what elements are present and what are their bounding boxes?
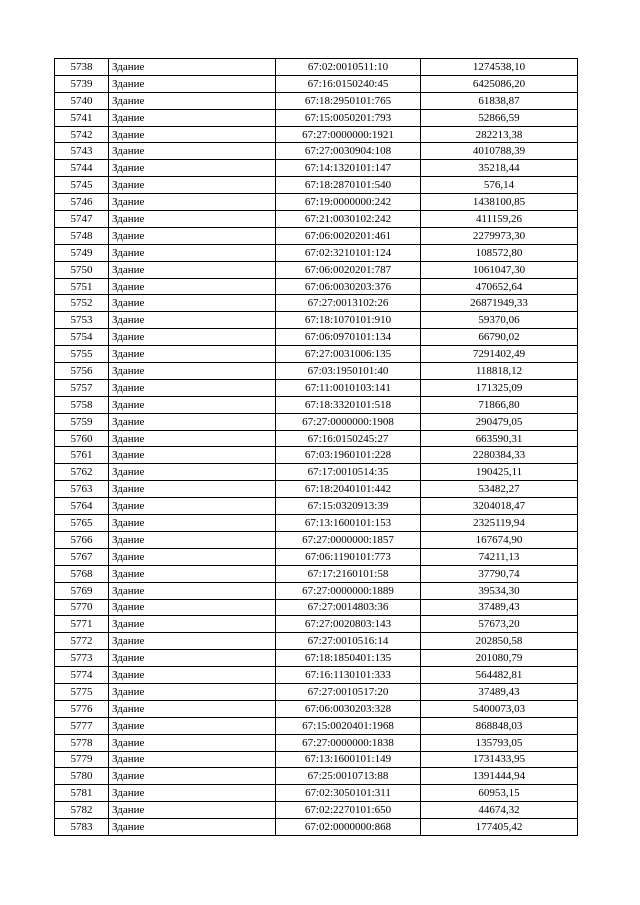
row-number-cell: 5777 bbox=[55, 717, 109, 734]
object-type-cell: Здание bbox=[109, 126, 276, 143]
cadastral-value-table bbox=[54, 58, 578, 836]
row-number-cell: 5782 bbox=[55, 802, 109, 819]
row-number-cell: 5760 bbox=[55, 430, 109, 447]
object-type-cell: Здание bbox=[109, 515, 276, 532]
row-number-cell: 5770 bbox=[55, 599, 109, 616]
cadastral-value-cell: 411159,26 bbox=[421, 211, 578, 228]
table-row bbox=[55, 531, 578, 548]
table-row bbox=[55, 717, 578, 734]
object-type-cell: Здание bbox=[109, 295, 276, 312]
cadastral-value-cell: 37790,74 bbox=[421, 565, 578, 582]
cadastral-value-cell: 4010788,39 bbox=[421, 143, 578, 160]
cadastral-value-cell: 282213,38 bbox=[421, 126, 578, 143]
object-type-cell: Здание bbox=[109, 261, 276, 278]
object-type-cell: Здание bbox=[109, 819, 276, 836]
cadastral-number-cell: 67:27:0000000:1921 bbox=[276, 126, 421, 143]
row-number-cell: 5738 bbox=[55, 59, 109, 76]
row-number-cell: 5774 bbox=[55, 667, 109, 684]
cadastral-number-cell: 67:03:1960101:228 bbox=[276, 447, 421, 464]
object-type-cell: Здание bbox=[109, 160, 276, 177]
table-row bbox=[55, 785, 578, 802]
row-number-cell: 5757 bbox=[55, 379, 109, 396]
cadastral-value-cell: 6425086,20 bbox=[421, 75, 578, 92]
table-row bbox=[55, 700, 578, 717]
cadastral-value-cell: 5400073,03 bbox=[421, 700, 578, 717]
row-number-cell: 5761 bbox=[55, 447, 109, 464]
cadastral-number-cell: 67:18:2040101:442 bbox=[276, 481, 421, 498]
row-number-cell: 5752 bbox=[55, 295, 109, 312]
cadastral-number-cell: 67:25:0010713:88 bbox=[276, 768, 421, 785]
table-row bbox=[55, 430, 578, 447]
cadastral-number-cell: 67:27:0014803:36 bbox=[276, 599, 421, 616]
cadastral-value-cell: 1731433,95 bbox=[421, 751, 578, 768]
row-number-cell: 5781 bbox=[55, 785, 109, 802]
table-row bbox=[55, 515, 578, 532]
table-row bbox=[55, 278, 578, 295]
object-type-cell: Здание bbox=[109, 650, 276, 667]
row-number-cell: 5763 bbox=[55, 481, 109, 498]
cadastral-number-cell: 67:15:0020401:1968 bbox=[276, 717, 421, 734]
object-type-cell: Здание bbox=[109, 802, 276, 819]
object-type-cell: Здание bbox=[109, 717, 276, 734]
object-type-cell: Здание bbox=[109, 143, 276, 160]
cadastral-number-cell: 67:15:0050201:793 bbox=[276, 109, 421, 126]
cadastral-number-cell: 67:16:0150240:45 bbox=[276, 75, 421, 92]
row-number-cell: 5764 bbox=[55, 498, 109, 515]
cadastral-number-cell: 67:16:1130101:333 bbox=[276, 667, 421, 684]
cadastral-value-cell: 60953,15 bbox=[421, 785, 578, 802]
object-type-cell: Здание bbox=[109, 481, 276, 498]
table-row bbox=[55, 177, 578, 194]
row-number-cell: 5772 bbox=[55, 633, 109, 650]
table-row bbox=[55, 413, 578, 430]
cadastral-number-cell: 67:27:0000000:1908 bbox=[276, 413, 421, 430]
row-number-cell: 5754 bbox=[55, 329, 109, 346]
table-row bbox=[55, 667, 578, 684]
cadastral-number-cell: 67:27:0020803:143 bbox=[276, 616, 421, 633]
cadastral-value-cell: 52866,59 bbox=[421, 109, 578, 126]
cadastral-value-cell: 201080,79 bbox=[421, 650, 578, 667]
cadastral-value-cell: 35218,44 bbox=[421, 160, 578, 177]
table-row bbox=[55, 548, 578, 565]
table-row bbox=[55, 329, 578, 346]
object-type-cell: Здание bbox=[109, 278, 276, 295]
cadastral-value-cell: 1391444,94 bbox=[421, 768, 578, 785]
cadastral-value-cell: 74211,13 bbox=[421, 548, 578, 565]
table-row bbox=[55, 312, 578, 329]
row-number-cell: 5749 bbox=[55, 244, 109, 261]
row-number-cell: 5748 bbox=[55, 227, 109, 244]
object-type-cell: Здание bbox=[109, 244, 276, 261]
cadastral-number-cell: 67:06:1190101:773 bbox=[276, 548, 421, 565]
object-type-cell: Здание bbox=[109, 498, 276, 515]
cadastral-number-cell: 67:06:0020201:787 bbox=[276, 261, 421, 278]
cadastral-number-cell: 67:27:0000000:1889 bbox=[276, 582, 421, 599]
table-row bbox=[55, 565, 578, 582]
row-number-cell: 5778 bbox=[55, 734, 109, 751]
cadastral-number-cell: 67:13:1600101:149 bbox=[276, 751, 421, 768]
table-row bbox=[55, 582, 578, 599]
cadastral-number-cell: 67:16:0150245:27 bbox=[276, 430, 421, 447]
cadastral-value-cell: 171325,09 bbox=[421, 379, 578, 396]
table-row bbox=[55, 734, 578, 751]
row-number-cell: 5743 bbox=[55, 143, 109, 160]
cadastral-value-cell: 1438100,85 bbox=[421, 194, 578, 211]
row-number-cell: 5745 bbox=[55, 177, 109, 194]
row-number-cell: 5776 bbox=[55, 700, 109, 717]
row-number-cell: 5783 bbox=[55, 819, 109, 836]
cadastral-value-cell: 37489,43 bbox=[421, 599, 578, 616]
object-type-cell: Здание bbox=[109, 751, 276, 768]
cadastral-number-cell: 67:03:1950101:40 bbox=[276, 363, 421, 380]
object-type-cell: Здание bbox=[109, 633, 276, 650]
cadastral-value-cell: 868848,03 bbox=[421, 717, 578, 734]
table-row bbox=[55, 819, 578, 836]
cadastral-value-cell: 57673,20 bbox=[421, 616, 578, 633]
cadastral-number-cell: 67:02:0000000:868 bbox=[276, 819, 421, 836]
cadastral-value-cell: 202850,58 bbox=[421, 633, 578, 650]
table-row bbox=[55, 379, 578, 396]
table-row bbox=[55, 683, 578, 700]
cadastral-value-cell: 44674,32 bbox=[421, 802, 578, 819]
cadastral-number-cell: 67:27:0013102:26 bbox=[276, 295, 421, 312]
cadastral-value-cell: 167674,90 bbox=[421, 531, 578, 548]
cadastral-number-cell: 67:06:0030203:328 bbox=[276, 700, 421, 717]
table-body bbox=[55, 59, 578, 836]
cadastral-number-cell: 67:17:2160101:58 bbox=[276, 565, 421, 582]
cadastral-number-cell: 67:02:0010511:10 bbox=[276, 59, 421, 76]
cadastral-number-cell: 67:02:3210101:124 bbox=[276, 244, 421, 261]
object-type-cell: Здание bbox=[109, 464, 276, 481]
table-row bbox=[55, 160, 578, 177]
cadastral-number-cell: 67:19:0000000:242 bbox=[276, 194, 421, 211]
row-number-cell: 5766 bbox=[55, 531, 109, 548]
object-type-cell: Здание bbox=[109, 194, 276, 211]
cadastral-number-cell: 67:27:0031006:135 bbox=[276, 346, 421, 363]
table-row bbox=[55, 599, 578, 616]
row-number-cell: 5780 bbox=[55, 768, 109, 785]
row-number-cell: 5747 bbox=[55, 211, 109, 228]
row-number-cell: 5753 bbox=[55, 312, 109, 329]
cadastral-number-cell: 67:27:0000000:1857 bbox=[276, 531, 421, 548]
object-type-cell: Здание bbox=[109, 599, 276, 616]
cadastral-value-cell: 61838,87 bbox=[421, 92, 578, 109]
cadastral-number-cell: 67:27:0030904:108 bbox=[276, 143, 421, 160]
cadastral-value-cell: 2280384,33 bbox=[421, 447, 578, 464]
table-row bbox=[55, 396, 578, 413]
table-row bbox=[55, 126, 578, 143]
row-number-cell: 5739 bbox=[55, 75, 109, 92]
cadastral-number-cell: 67:18:1850401:135 bbox=[276, 650, 421, 667]
object-type-cell: Здание bbox=[109, 582, 276, 599]
cadastral-number-cell: 67:18:2950101:765 bbox=[276, 92, 421, 109]
cadastral-number-cell: 67:17:0010514:35 bbox=[276, 464, 421, 481]
table-row bbox=[55, 464, 578, 481]
cadastral-value-cell: 177405,42 bbox=[421, 819, 578, 836]
object-type-cell: Здание bbox=[109, 734, 276, 751]
cadastral-value-cell: 470652,64 bbox=[421, 278, 578, 295]
object-type-cell: Здание bbox=[109, 227, 276, 244]
object-type-cell: Здание bbox=[109, 92, 276, 109]
cadastral-number-cell: 67:11:0010103:141 bbox=[276, 379, 421, 396]
object-type-cell: Здание bbox=[109, 531, 276, 548]
cadastral-number-cell: 67:27:0000000:1838 bbox=[276, 734, 421, 751]
object-type-cell: Здание bbox=[109, 548, 276, 565]
row-number-cell: 5751 bbox=[55, 278, 109, 295]
cadastral-value-cell: 290479,05 bbox=[421, 413, 578, 430]
cadastral-value-cell: 663590,31 bbox=[421, 430, 578, 447]
cadastral-value-cell: 190425,11 bbox=[421, 464, 578, 481]
object-type-cell: Здание bbox=[109, 329, 276, 346]
cadastral-number-cell: 67:06:0970101:134 bbox=[276, 329, 421, 346]
cadastral-value-cell: 576,14 bbox=[421, 177, 578, 194]
table-row bbox=[55, 227, 578, 244]
table-row bbox=[55, 768, 578, 785]
row-number-cell: 5768 bbox=[55, 565, 109, 582]
object-type-cell: Здание bbox=[109, 396, 276, 413]
cadastral-value-cell: 2325119,94 bbox=[421, 515, 578, 532]
row-number-cell: 5742 bbox=[55, 126, 109, 143]
cadastral-value-cell: 26871949,33 bbox=[421, 295, 578, 312]
table-row bbox=[55, 363, 578, 380]
cadastral-value-cell: 3204018,47 bbox=[421, 498, 578, 515]
row-number-cell: 5773 bbox=[55, 650, 109, 667]
row-number-cell: 5741 bbox=[55, 109, 109, 126]
table-row bbox=[55, 194, 578, 211]
row-number-cell: 5756 bbox=[55, 363, 109, 380]
cadastral-value-cell: 71866,80 bbox=[421, 396, 578, 413]
table-row bbox=[55, 211, 578, 228]
cadastral-number-cell: 67:15:0320913:39 bbox=[276, 498, 421, 515]
row-number-cell: 5767 bbox=[55, 548, 109, 565]
cadastral-number-cell: 67:18:1070101:910 bbox=[276, 312, 421, 329]
row-number-cell: 5762 bbox=[55, 464, 109, 481]
table-row bbox=[55, 751, 578, 768]
object-type-cell: Здание bbox=[109, 768, 276, 785]
cadastral-value-cell: 39534,30 bbox=[421, 582, 578, 599]
row-number-cell: 5744 bbox=[55, 160, 109, 177]
cadastral-number-cell: 67:27:0010517:20 bbox=[276, 683, 421, 700]
cadastral-number-cell: 67:13:1600101:153 bbox=[276, 515, 421, 532]
table-row bbox=[55, 59, 578, 76]
cadastral-value-cell: 1274538,10 bbox=[421, 59, 578, 76]
cadastral-number-cell: 67:21:0030102:242 bbox=[276, 211, 421, 228]
table-row bbox=[55, 346, 578, 363]
cadastral-value-cell: 37489,43 bbox=[421, 683, 578, 700]
row-number-cell: 5779 bbox=[55, 751, 109, 768]
object-type-cell: Здание bbox=[109, 565, 276, 582]
cadastral-number-cell: 67:06:0030203:376 bbox=[276, 278, 421, 295]
cadastral-value-cell: 135793,05 bbox=[421, 734, 578, 751]
row-number-cell: 5746 bbox=[55, 194, 109, 211]
object-type-cell: Здание bbox=[109, 346, 276, 363]
row-number-cell: 5740 bbox=[55, 92, 109, 109]
table-row bbox=[55, 244, 578, 261]
table-row bbox=[55, 802, 578, 819]
table-row bbox=[55, 109, 578, 126]
cadastral-value-cell: 66790,02 bbox=[421, 329, 578, 346]
cadastral-value-cell: 1061047,30 bbox=[421, 261, 578, 278]
object-type-cell: Здание bbox=[109, 413, 276, 430]
row-number-cell: 5765 bbox=[55, 515, 109, 532]
object-type-cell: Здание bbox=[109, 683, 276, 700]
table-row bbox=[55, 633, 578, 650]
object-type-cell: Здание bbox=[109, 75, 276, 92]
cadastral-value-cell: 564482,81 bbox=[421, 667, 578, 684]
object-type-cell: Здание bbox=[109, 616, 276, 633]
object-type-cell: Здание bbox=[109, 312, 276, 329]
cadastral-number-cell: 67:18:2870101:540 bbox=[276, 177, 421, 194]
table-row bbox=[55, 143, 578, 160]
table-row bbox=[55, 650, 578, 667]
row-number-cell: 5750 bbox=[55, 261, 109, 278]
table-row bbox=[55, 498, 578, 515]
cadastral-number-cell: 67:18:3320101:518 bbox=[276, 396, 421, 413]
cadastral-value-cell: 59370,06 bbox=[421, 312, 578, 329]
cadastral-number-cell: 67:06:0020201:461 bbox=[276, 227, 421, 244]
table-row bbox=[55, 616, 578, 633]
row-number-cell: 5775 bbox=[55, 683, 109, 700]
cadastral-value-cell: 108572,80 bbox=[421, 244, 578, 261]
table-row bbox=[55, 261, 578, 278]
object-type-cell: Здание bbox=[109, 379, 276, 396]
object-type-cell: Здание bbox=[109, 700, 276, 717]
object-type-cell: Здание bbox=[109, 430, 276, 447]
cadastral-value-cell: 2279973,30 bbox=[421, 227, 578, 244]
cadastral-number-cell: 67:14:1320101:147 bbox=[276, 160, 421, 177]
table-row bbox=[55, 481, 578, 498]
object-type-cell: Здание bbox=[109, 785, 276, 802]
object-type-cell: Здание bbox=[109, 177, 276, 194]
object-type-cell: Здание bbox=[109, 59, 276, 76]
table-row bbox=[55, 92, 578, 109]
row-number-cell: 5759 bbox=[55, 413, 109, 430]
table-row bbox=[55, 295, 578, 312]
cadastral-value-cell: 7291402,49 bbox=[421, 346, 578, 363]
table-row bbox=[55, 447, 578, 464]
object-type-cell: Здание bbox=[109, 363, 276, 380]
object-type-cell: Здание bbox=[109, 211, 276, 228]
cadastral-number-cell: 67:02:3050101:311 bbox=[276, 785, 421, 802]
cadastral-number-cell: 67:27:0010516:14 bbox=[276, 633, 421, 650]
row-number-cell: 5755 bbox=[55, 346, 109, 363]
object-type-cell: Здание bbox=[109, 667, 276, 684]
cadastral-value-cell: 118818,12 bbox=[421, 363, 578, 380]
row-number-cell: 5771 bbox=[55, 616, 109, 633]
object-type-cell: Здание bbox=[109, 447, 276, 464]
row-number-cell: 5769 bbox=[55, 582, 109, 599]
cadastral-number-cell: 67:02:2270101:650 bbox=[276, 802, 421, 819]
cadastral-value-cell: 53482,27 bbox=[421, 481, 578, 498]
object-type-cell: Здание bbox=[109, 109, 276, 126]
row-number-cell: 5758 bbox=[55, 396, 109, 413]
table-row bbox=[55, 75, 578, 92]
